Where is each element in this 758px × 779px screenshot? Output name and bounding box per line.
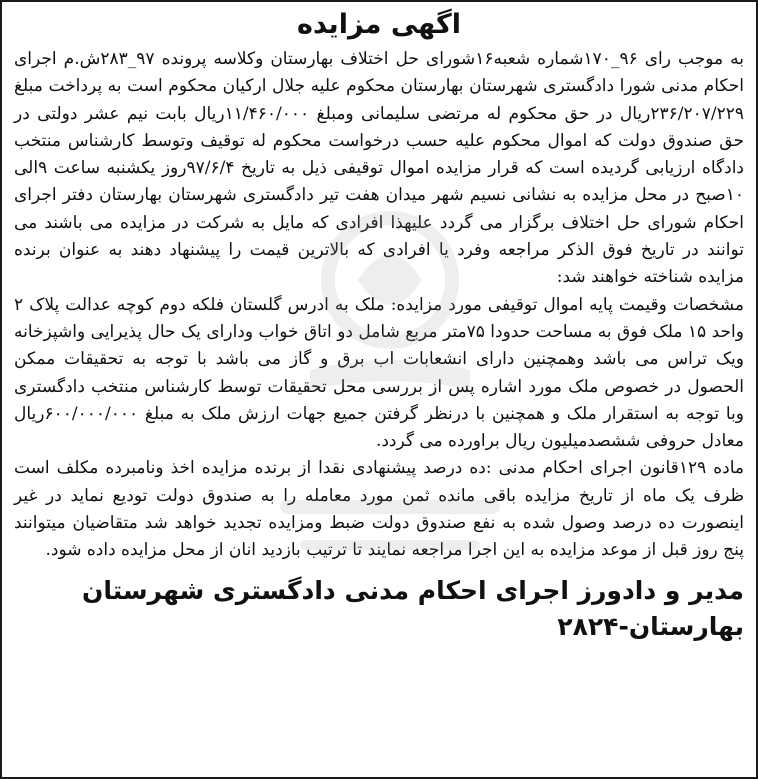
notice-paragraph-article: ماده ۱۲۹قانون اجرای احکام مدنی :ده درصد پیشنهادی نقدا از برنده مزایده اخذ ونامبرده مکلف است ظرف یک ماه از تاریخ مزایده باقی مانده ثمن مورد معامله را به صندوق دولت تودیع نماید در غیر اینصورت ده درصد وصول شده به نفع صندوق دولت ضبط ومزایده تجدید خواهد شد متقاضیان میتوانند پنج روز قبل از موعد مزایده به این اجرا مراجعه نمایند تا ترتیب بازدید انان از محل مزایده داده شود. bbox=[14, 458, 744, 561]
signature-line-title: مدیر و دادورز اجرای احکام مدنی دادگستری شهرستان bbox=[82, 575, 744, 605]
signature-line-location: بهارستان-۲۸۲۴ bbox=[557, 611, 744, 641]
signature-block bbox=[14, 573, 744, 645]
notice-paragraph-ruling: به موجب رای ۹۶_۱۷۰شماره شعبه۱۶شورای حل اختلاف بهارستان وکلاسه پرونده ۹۷_۲۸۳ش.م اجرای احکام مدنی شورا دادگستری شهرستان بهارستان محکوم علیه جلال ارکیان محکوم است به پرداخت مبلغ ۲۳۶/۲۰۷/۲۲۹ریال در حق محکوم له مرتضی سلیمانی ومبلغ ۱۱/۴۶۰/۰۰۰ریال بابت نیم عشر دولتی در حق صندوق دولت که اموال محکوم علیه حسب درخواست محکوم له توقیف وتوسط کارشناس منتخب دادگاه ارزیابی گردیده است که قرار مزایده اموال توقیفی ذیل به تاریخ ۹۷/۶/۴روز یکشنبه ساعت ۹الی ۱۰صبح در محل مزایده به نشانی نسیم شهر میدان هفت تیر دادگستری شهرستان بهارستان دفتر اجرای احکام شورای حل اختلاف برگزار می گردد علیهذا افرادی که مایل به شرکت در مزایده می باشند می توانند در تاریخ فوق الذکر مراجعه وفرد یا افرادی که بالاترین قیمت را پیشنهاد دهند به عنوان برنده مزایده شناخته خواهند شد: bbox=[14, 49, 744, 288]
notice-paragraph-property: مشخصات وقیمت پایه اموال توقیفی مورد مزایده: ملک به ادرس گلستان فلکه دوم کوچه عدالت پلاک ۲ واحد ۱۵ ملک فوق به مساحت حدودا ۷۵متر مربع شامل دو اتاق خواب ودارای یک حال پذیرایی واشپزخانه ویک تراس می باشد وهمچنین دارای انشعابات اب برق و گاز می باشد با توجه به تحقیقات ممکن الحصول در خصوص ملک مورد اشاره پس از بررسی محل تحقیقات توسط کارشناس منتخب دادگستری وبا توجه به استقرار ملک و همچنین با درنظر گرفتن جمیع جهات ارزش ملک به مبلغ ۶۰۰/۰۰۰/۰۰۰ریال معادل حروفی ششصدمیلیون ریال براورده می گردد. bbox=[14, 294, 744, 452]
notice-title: اگهی مزایده bbox=[297, 9, 461, 40]
